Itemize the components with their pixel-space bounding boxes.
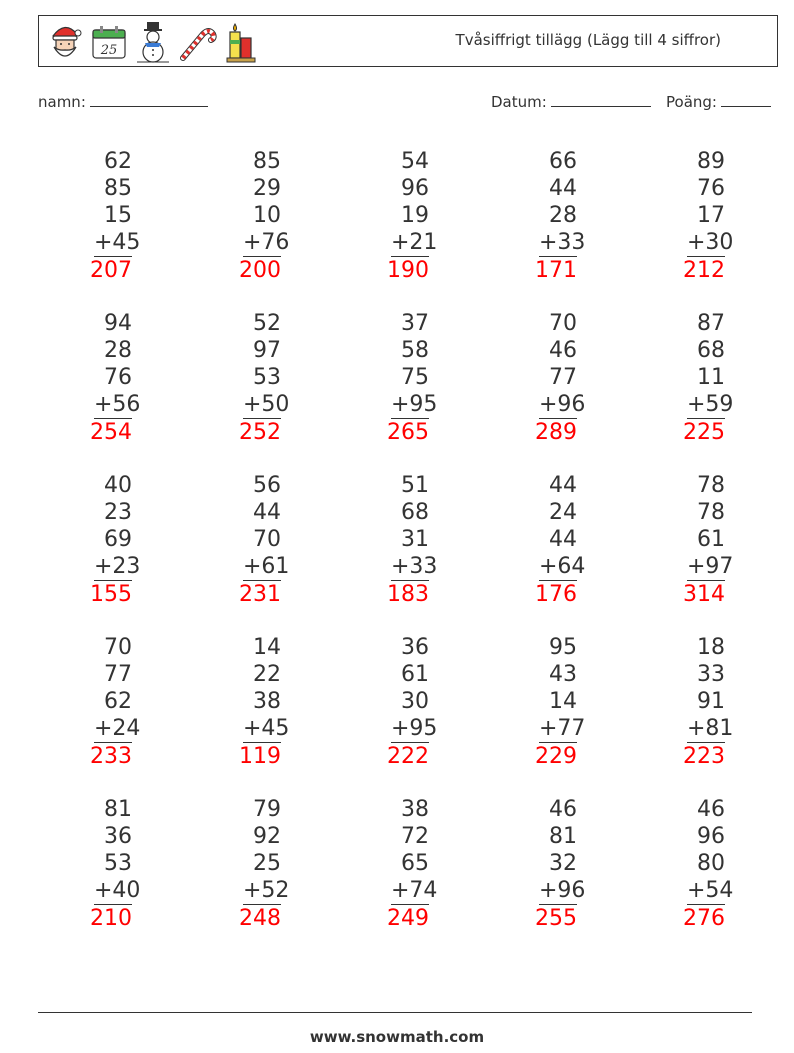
- addend: 11: [697, 365, 725, 390]
- addend: 40: [104, 473, 132, 498]
- worksheet-title: Tvåsiffrigt tillägg (Lägg till 4 siffror): [455, 31, 721, 49]
- addend: 31: [401, 527, 429, 552]
- addend: 96: [697, 824, 725, 849]
- answer: 210: [90, 906, 132, 931]
- addend: 68: [401, 500, 429, 525]
- addend: 85: [104, 176, 132, 201]
- answer: 289: [535, 420, 577, 445]
- addend: 44: [549, 527, 577, 552]
- addend: 28: [549, 203, 577, 228]
- name-line[interactable]: [90, 92, 208, 107]
- addition-problem: [645, 634, 734, 770]
- addend-with-plus: +52: [243, 878, 290, 903]
- addend: 76: [104, 365, 132, 390]
- addend: 66: [549, 149, 577, 174]
- addend: 18: [697, 635, 725, 660]
- addend-with-plus: +33: [539, 230, 586, 255]
- addend: 28: [104, 338, 132, 363]
- answer: 229: [535, 744, 577, 769]
- addend: 52: [253, 311, 281, 336]
- addition-problem: [349, 796, 438, 932]
- score-field[interactable]: [666, 92, 771, 111]
- addend: 95: [549, 635, 577, 660]
- addend: 80: [697, 851, 725, 876]
- addition-problem: [645, 148, 734, 284]
- addend: 78: [697, 500, 725, 525]
- worksheet-header: [38, 15, 778, 67]
- addend: 36: [104, 824, 132, 849]
- addition-problem: [201, 796, 290, 932]
- answer: 200: [239, 258, 281, 283]
- addend: 51: [401, 473, 429, 498]
- addition-problem: [497, 634, 586, 770]
- addend-with-plus: +54: [687, 878, 734, 903]
- addend: 17: [697, 203, 725, 228]
- addend: 72: [401, 824, 429, 849]
- addend-with-plus: +50: [243, 392, 290, 417]
- addend-with-plus: +96: [539, 878, 586, 903]
- addend-with-plus: +64: [539, 554, 586, 579]
- addend: 77: [104, 662, 132, 687]
- addend: 62: [104, 149, 132, 174]
- answer: 190: [387, 258, 429, 283]
- addend-with-plus: +56: [94, 392, 141, 417]
- addend-with-plus: +23: [94, 554, 141, 579]
- addend: 24: [549, 500, 577, 525]
- addend: 38: [253, 689, 281, 714]
- name-field[interactable]: [38, 92, 208, 111]
- footer-divider: [38, 1012, 752, 1013]
- answer: 183: [387, 582, 429, 607]
- addend: 46: [549, 797, 577, 822]
- answer: 255: [535, 906, 577, 931]
- addend: 22: [253, 662, 281, 687]
- addend: 32: [549, 851, 577, 876]
- addend: 78: [697, 473, 725, 498]
- addend-with-plus: +95: [391, 716, 438, 741]
- addend-with-plus: +97: [687, 554, 734, 579]
- addend: 70: [104, 635, 132, 660]
- score-line[interactable]: [721, 92, 771, 107]
- addition-problem: [645, 472, 734, 608]
- answer: 225: [683, 420, 725, 445]
- header-icons: [45, 20, 261, 64]
- addend-with-plus: +30: [687, 230, 734, 255]
- answer: 233: [90, 744, 132, 769]
- addend: 44: [549, 176, 577, 201]
- addend: 75: [401, 365, 429, 390]
- name-label: namn:: [38, 93, 86, 111]
- addend-with-plus: +24: [94, 716, 141, 741]
- answer: 207: [90, 258, 132, 283]
- addend: 87: [697, 311, 725, 336]
- answer: 231: [239, 582, 281, 607]
- snowman-icon: [133, 20, 173, 64]
- addend: 68: [697, 338, 725, 363]
- addend: 56: [253, 473, 281, 498]
- addend: 23: [104, 500, 132, 525]
- addend: 70: [549, 311, 577, 336]
- addend-with-plus: +76: [243, 230, 290, 255]
- addend: 44: [253, 500, 281, 525]
- answer: 212: [683, 258, 725, 283]
- addend: 10: [253, 203, 281, 228]
- answer: 171: [535, 258, 577, 283]
- addend-with-plus: +81: [687, 716, 734, 741]
- addend: 33: [697, 662, 725, 687]
- addend: 79: [253, 797, 281, 822]
- addend: 65: [401, 851, 429, 876]
- answer: 265: [387, 420, 429, 445]
- addend: 53: [253, 365, 281, 390]
- addend: 69: [104, 527, 132, 552]
- addition-problem: [52, 634, 141, 770]
- addition-problem: [497, 796, 586, 932]
- addend: 37: [401, 311, 429, 336]
- addend: 70: [253, 527, 281, 552]
- answer: 252: [239, 420, 281, 445]
- addend: 14: [549, 689, 577, 714]
- addition-problem: [497, 472, 586, 608]
- addition-problem: [645, 310, 734, 446]
- addend: 81: [549, 824, 577, 849]
- score-label: Poäng:: [666, 93, 717, 111]
- candles-icon: [221, 20, 261, 64]
- answer: 254: [90, 420, 132, 445]
- addend: 46: [549, 338, 577, 363]
- addition-problem: [52, 148, 141, 284]
- answer: 223: [683, 744, 725, 769]
- addend: 97: [253, 338, 281, 363]
- addend-with-plus: +33: [391, 554, 438, 579]
- addend-with-plus: +77: [539, 716, 586, 741]
- answer: 222: [387, 744, 429, 769]
- addend-with-plus: +95: [391, 392, 438, 417]
- addition-problem: [645, 796, 734, 932]
- addend: 62: [104, 689, 132, 714]
- addend-with-plus: +45: [243, 716, 290, 741]
- addition-problem: [201, 148, 290, 284]
- date-line[interactable]: [551, 92, 651, 107]
- addend: 81: [104, 797, 132, 822]
- date-label: Datum:: [491, 93, 547, 111]
- addend: 30: [401, 689, 429, 714]
- addition-problem: [349, 634, 438, 770]
- addend: 77: [549, 365, 577, 390]
- addend: 92: [253, 824, 281, 849]
- addend: 46: [697, 797, 725, 822]
- addend: 61: [697, 527, 725, 552]
- addend: 29: [253, 176, 281, 201]
- addition-problem: [497, 310, 586, 446]
- addend: 25: [253, 851, 281, 876]
- addend-with-plus: +40: [94, 878, 141, 903]
- addend-with-plus: +96: [539, 392, 586, 417]
- addend-with-plus: +74: [391, 878, 438, 903]
- addend: 14: [253, 635, 281, 660]
- santa-icon: [45, 20, 85, 64]
- calendar-icon: [89, 20, 129, 64]
- addend: 61: [401, 662, 429, 687]
- addend: 91: [697, 689, 725, 714]
- answer: 314: [683, 582, 725, 607]
- addend-with-plus: +21: [391, 230, 438, 255]
- answer: 249: [387, 906, 429, 931]
- addend: 89: [697, 149, 725, 174]
- addend: 85: [253, 149, 281, 174]
- addend: 58: [401, 338, 429, 363]
- addend: 15: [104, 203, 132, 228]
- addition-problem: [52, 310, 141, 446]
- addition-problem: [497, 148, 586, 284]
- addend: 44: [549, 473, 577, 498]
- addend: 43: [549, 662, 577, 687]
- svg-text:25: 25: [100, 43, 118, 58]
- addition-problem: [349, 310, 438, 446]
- answer: 248: [239, 906, 281, 931]
- addend: 53: [104, 851, 132, 876]
- addition-problem: [201, 634, 290, 770]
- addend-with-plus: +45: [94, 230, 141, 255]
- addend: 94: [104, 311, 132, 336]
- answer: 276: [683, 906, 725, 931]
- addend: 19: [401, 203, 429, 228]
- addend: 38: [401, 797, 429, 822]
- answer: 155: [90, 582, 132, 607]
- addend: 96: [401, 176, 429, 201]
- addition-problem: [52, 796, 141, 932]
- candy-cane-icon: [177, 20, 217, 64]
- addend: 36: [401, 635, 429, 660]
- addition-problem: [349, 472, 438, 608]
- addition-problem: [201, 472, 290, 608]
- addend: 76: [697, 176, 725, 201]
- addend-with-plus: +59: [687, 392, 734, 417]
- answer: 119: [239, 744, 281, 769]
- addition-problem: [349, 148, 438, 284]
- answer: 176: [535, 582, 577, 607]
- addition-problem: [52, 472, 141, 608]
- addition-problem: [201, 310, 290, 446]
- addend-with-plus: +61: [243, 554, 290, 579]
- footer-site: www.snowmath.com: [309, 1028, 485, 1046]
- addend: 54: [401, 149, 429, 174]
- date-field[interactable]: [491, 92, 651, 111]
